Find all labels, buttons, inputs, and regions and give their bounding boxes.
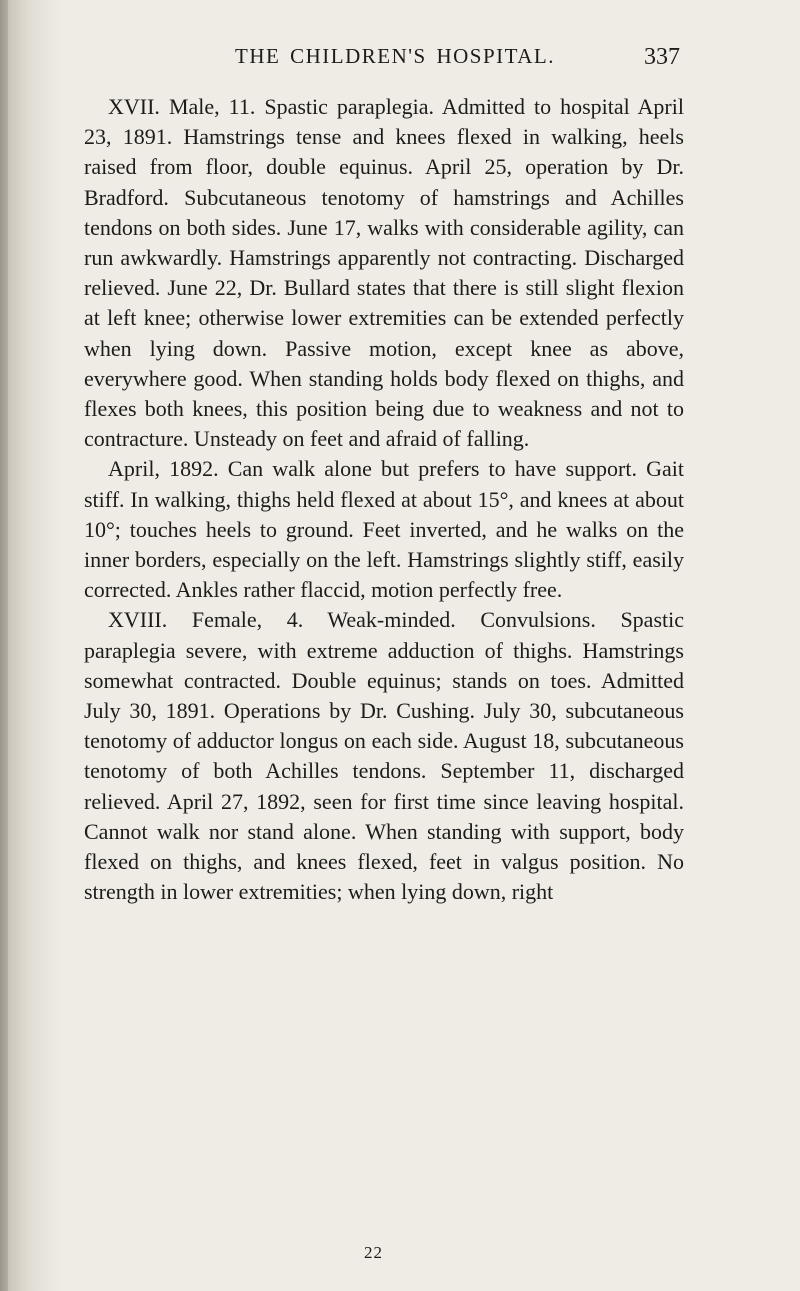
body-text [84, 92, 684, 907]
signature-mark: 22 [364, 1243, 383, 1262]
binding-edge [0, 0, 8, 1291]
paragraph-followup-april-1892: April, 1892. Can walk alone but prefers to have support. Gait stiff. In walking, thighs held flexed at about 15°, and knees at about 10°; touches heels to ground. Feet inverted, and he walks on the inner borders, especially on the left. Hamstrings slightly stiff, easily corrected. Ankles rather flaccid, motion perfectly free. [84, 456, 684, 603]
running-head [108, 44, 688, 78]
paragraph-case-xviii: XVIII. Female, 4. Weak-minded. Convulsions. Spastic paraplegia severe, with extreme adduction of thighs. Hamstrings somewhat contracted. Double equinus; stands on toes. Admitted July 30, 1891. Operations by Dr. Cushing. July 30, subcutaneous tenotomy of adductor longus on each side. August 18, subcutaneous tenotomy of both Achilles tendons. September 11, discharged relieved. April 27, 1892, seen for first time since leaving hospital. Cannot walk nor stand alone. When standing with support, body flexed on thighs, and knees flexed, feet in valgus position. No strength in lower extremities; when lying down, right [84, 607, 684, 905]
running-title: THE CHILDREN'S HOSPITAL. [235, 44, 556, 68]
page-number: 337 [644, 44, 680, 70]
binding-shadow [0, 0, 62, 1291]
paragraph-case-xvii: XVII. Male, 11. Spastic paraplegia. Admitted to hospital April 23, 1891. Hamstrings tense and knees flexed in walking, heels raised from floor, double equinus. April 25, operation by Dr. Bradford. Subcutaneous tenotomy of hamstrings and Achilles tendons on both sides. June 17, walks with considerable agility, can run awkwardly. Hamstrings apparently not contracting. Discharged relieved. June 22, Dr. Bullard states that there is still slight flexion at left knee; otherwise lower extremities can be extended perfectly when lying down. Passive motion, except knee as above, everywhere good. When standing holds body flexed on thighs, and flexes both knees, this position being due to weakness and not to contracture. Unsteady on feet and afraid of falling. [84, 94, 684, 452]
